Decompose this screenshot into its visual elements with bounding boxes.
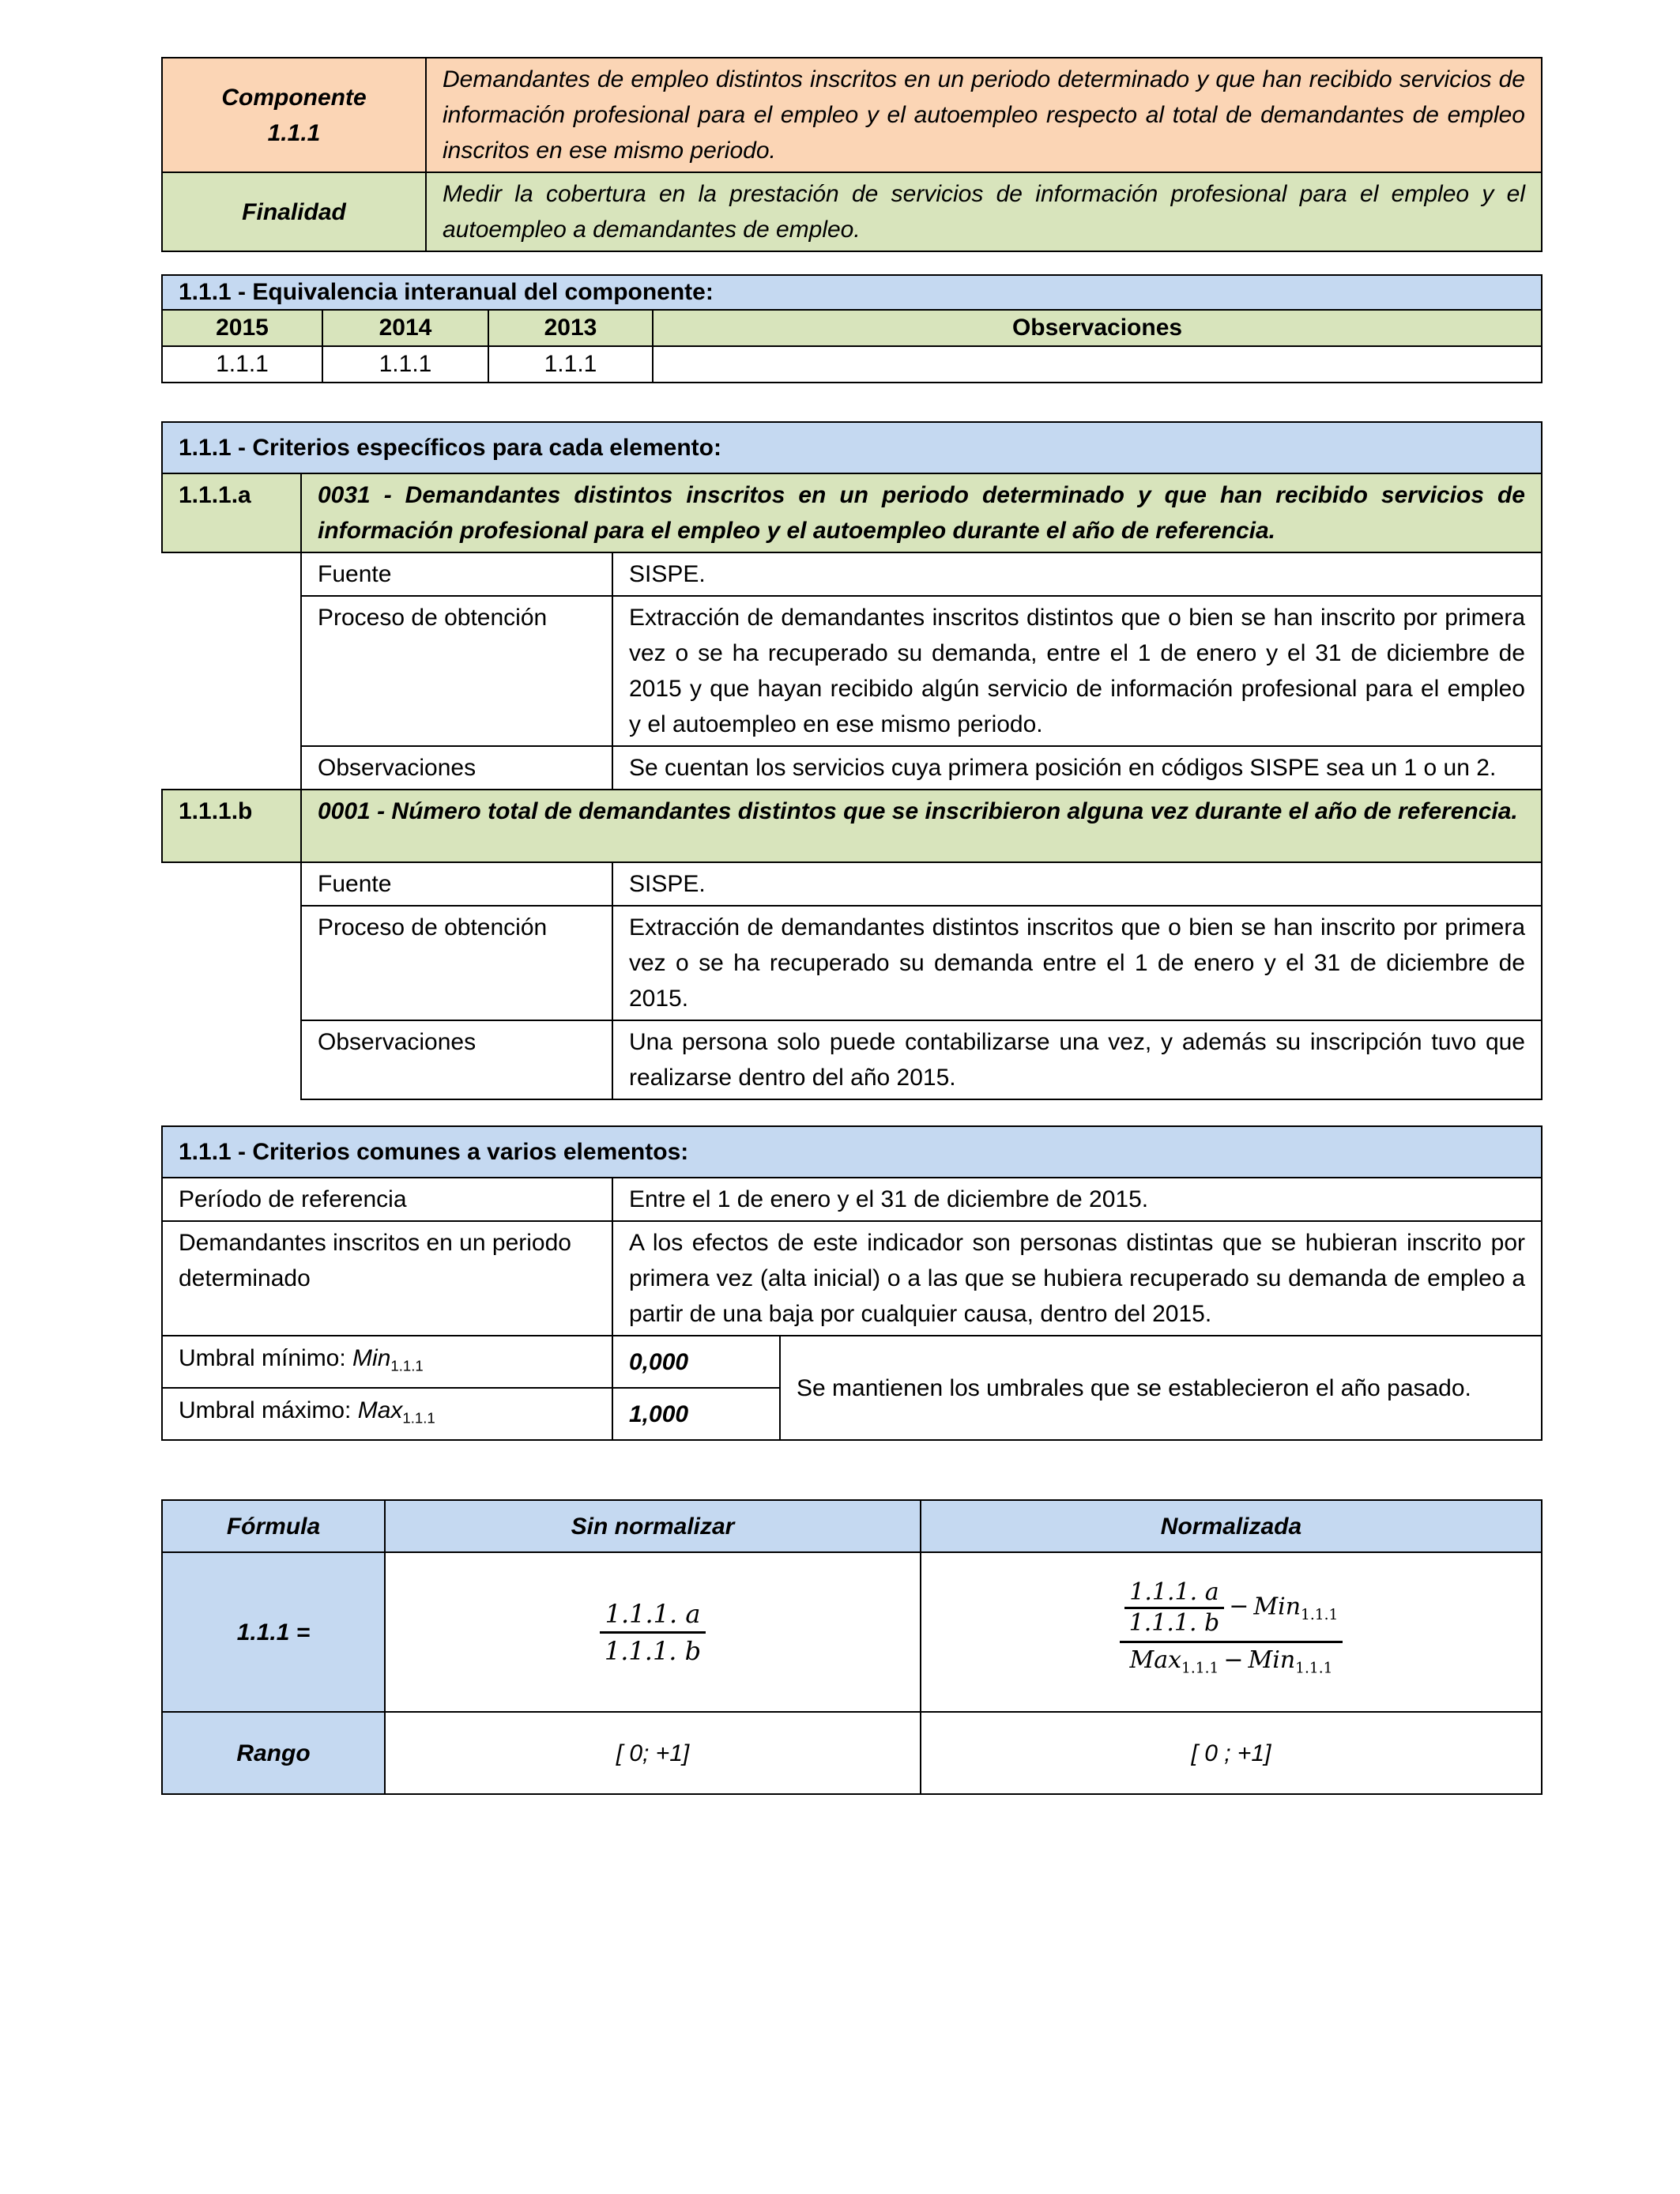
min-threshold-label: Umbral mínimo: Min$_{1.1.1}$ (162, 1336, 612, 1388)
element-a-observations-value: Se cuentan los servicios cuya primera posición en códigos SISPE sea un 1 o un 2. (612, 746, 1542, 790)
min-symbol: Min (352, 1344, 391, 1371)
element-a-process-label: Proceso de obtención (301, 596, 612, 746)
norm-max-symbol: Max (1129, 1646, 1182, 1674)
equivalence-header-2015: 2015 (162, 310, 322, 346)
range-normalized: [ 0 ; +1] (921, 1712, 1542, 1794)
specific-title: 1.1.1 - Criterios específicos para cada elemento: (162, 422, 1542, 473)
equivalence-cell-observaciones (653, 346, 1542, 383)
specific-criteria-table (161, 421, 1543, 1100)
formula-header: Fórmula (162, 1500, 385, 1552)
equivalence-cell-2015: 1.1.1 (162, 346, 322, 383)
formula-table (161, 1499, 1543, 1795)
element-b-process-value: Extracción de demandantes distintos inscritos que o bien se han inscrito por primera vez o se ha recuperado su demanda entre el 1 de enero y el 31 de diciembre de 2015. (612, 906, 1542, 1020)
equivalence-table (161, 274, 1543, 383)
purpose-label: Finalidad (162, 172, 426, 251)
norm-inner-denominator: 1.1.1. b (1128, 1608, 1220, 1637)
formula-label: 1.1.1 = (162, 1552, 385, 1712)
element-b-name: 0001 - Número total de demandantes distintos que se inscribieron alguna vez durante el año de referencia. (301, 790, 1542, 862)
element-b-observations-value: Una persona solo puede contabilizarse una vez, y además su inscripción tuvo que realizarse dentro del año 2015. (612, 1020, 1542, 1099)
min-subscript: 1.1.1 (390, 1357, 424, 1374)
equivalence-header-observaciones: Observaciones (653, 310, 1542, 346)
normalized-header: Normalizada (921, 1500, 1542, 1552)
period-value: Entre el 1 de enero y el 31 de diciembre de 2015. (612, 1178, 1542, 1221)
component-table (161, 57, 1543, 252)
max-symbol: Max (357, 1397, 403, 1423)
equivalence-cell-2014: 1.1.1 (322, 346, 488, 383)
raw-numerator: 1.1.1. a (600, 1596, 706, 1634)
element-a-observations-label: Observaciones (301, 746, 612, 790)
purpose-text: Medir la cobertura en la prestación de servicios de información profesional para el empleo y el autoempleo a demandantes de empleo. (426, 172, 1542, 251)
max-threshold-label: Umbral máximo: Max$_{1.1.1}$ (162, 1388, 612, 1440)
element-b-observations-label: Observaciones (301, 1020, 612, 1099)
element-b-source-value: SISPE. (612, 862, 1542, 906)
registered-label: Demandantes inscritos en un periodo determinado (162, 1221, 612, 1336)
component-label: Componente (221, 84, 367, 111)
norm-min-symbol-den: Min (1248, 1646, 1296, 1674)
normalized-formula: $\frac{1.1.1. a}{1.1.1. b}$ − Min$_{1.1.1}$ Max$_{1.1.1}$ − Min$_{1.1.1}$ (921, 1552, 1542, 1712)
threshold-note: Se mantienen los umbrales que se establecieron el año pasado. (780, 1336, 1542, 1440)
component-code: 1.1.1 (267, 119, 321, 146)
equivalence-title: 1.1.1 - Equivalencia interanual del componente: (162, 275, 1542, 310)
element-a-source-value: SISPE. (612, 552, 1542, 596)
min-threshold-value: 0,000 (612, 1336, 780, 1388)
common-title: 1.1.1 - Criterios comunes a varios elementos: (162, 1126, 1542, 1178)
max-threshold-value: 1,000 (612, 1388, 780, 1440)
equivalence-header-2013: 2013 (488, 310, 653, 346)
element-b-source-label: Fuente (301, 862, 612, 906)
element-b-process-label: Proceso de obtención (301, 906, 612, 1020)
element-a-process-value: Extracción de demandantes inscritos distintos que o bien se han inscrito por primera vez o se ha recuperado su demanda, entre el 1 de enero y el 31 de diciembre de 2015 y que hayan recibido algún servicio de información profesional para el empleo y el autoempleo en ese mismo periodo. (612, 596, 1542, 746)
max-subscript: 1.1.1 (402, 1409, 435, 1427)
range-label: Rango (162, 1712, 385, 1794)
raw-denominator: 1.1.1. b (604, 1635, 702, 1666)
range-raw: [ 0; +1] (385, 1712, 921, 1794)
period-label: Período de referencia (162, 1178, 612, 1221)
component-description: Demandantes de empleo distintos inscritos en un periodo determinado y que han recibido servicios de información profesional para el empleo y el autoempleo respecto al total de demandantes de empleo inscritos en ese mismo periodo. (426, 58, 1542, 172)
element-a-name: 0031 - Demandantes distintos inscritos en un periodo determinado y que han recibido servicios de información profesional para el empleo y el autoempleo durante el año de referencia. (301, 473, 1542, 552)
component-label-cell (162, 58, 426, 172)
element-b-id: 1.1.1.b (162, 790, 301, 862)
norm-min-symbol: Min (1253, 1593, 1301, 1621)
element-a-id: 1.1.1.a (162, 473, 301, 552)
common-criteria-table (161, 1125, 1543, 1441)
registered-value: A los efectos de este indicador son personas distintas que se hubieran inscrito por primera vez (alta inicial) o a las que se hubiera recuperado su demanda de empleo a partir de una baja por cualquier causa, dentro del 2015. (612, 1221, 1542, 1336)
equivalence-cell-2013: 1.1.1 (488, 346, 653, 383)
raw-header: Sin normalizar (385, 1500, 921, 1552)
norm-inner-numerator: 1.1.1. a (1124, 1578, 1225, 1609)
equivalence-header-2014: 2014 (322, 310, 488, 346)
element-a-source-label: Fuente (301, 552, 612, 596)
raw-formula (385, 1552, 921, 1712)
